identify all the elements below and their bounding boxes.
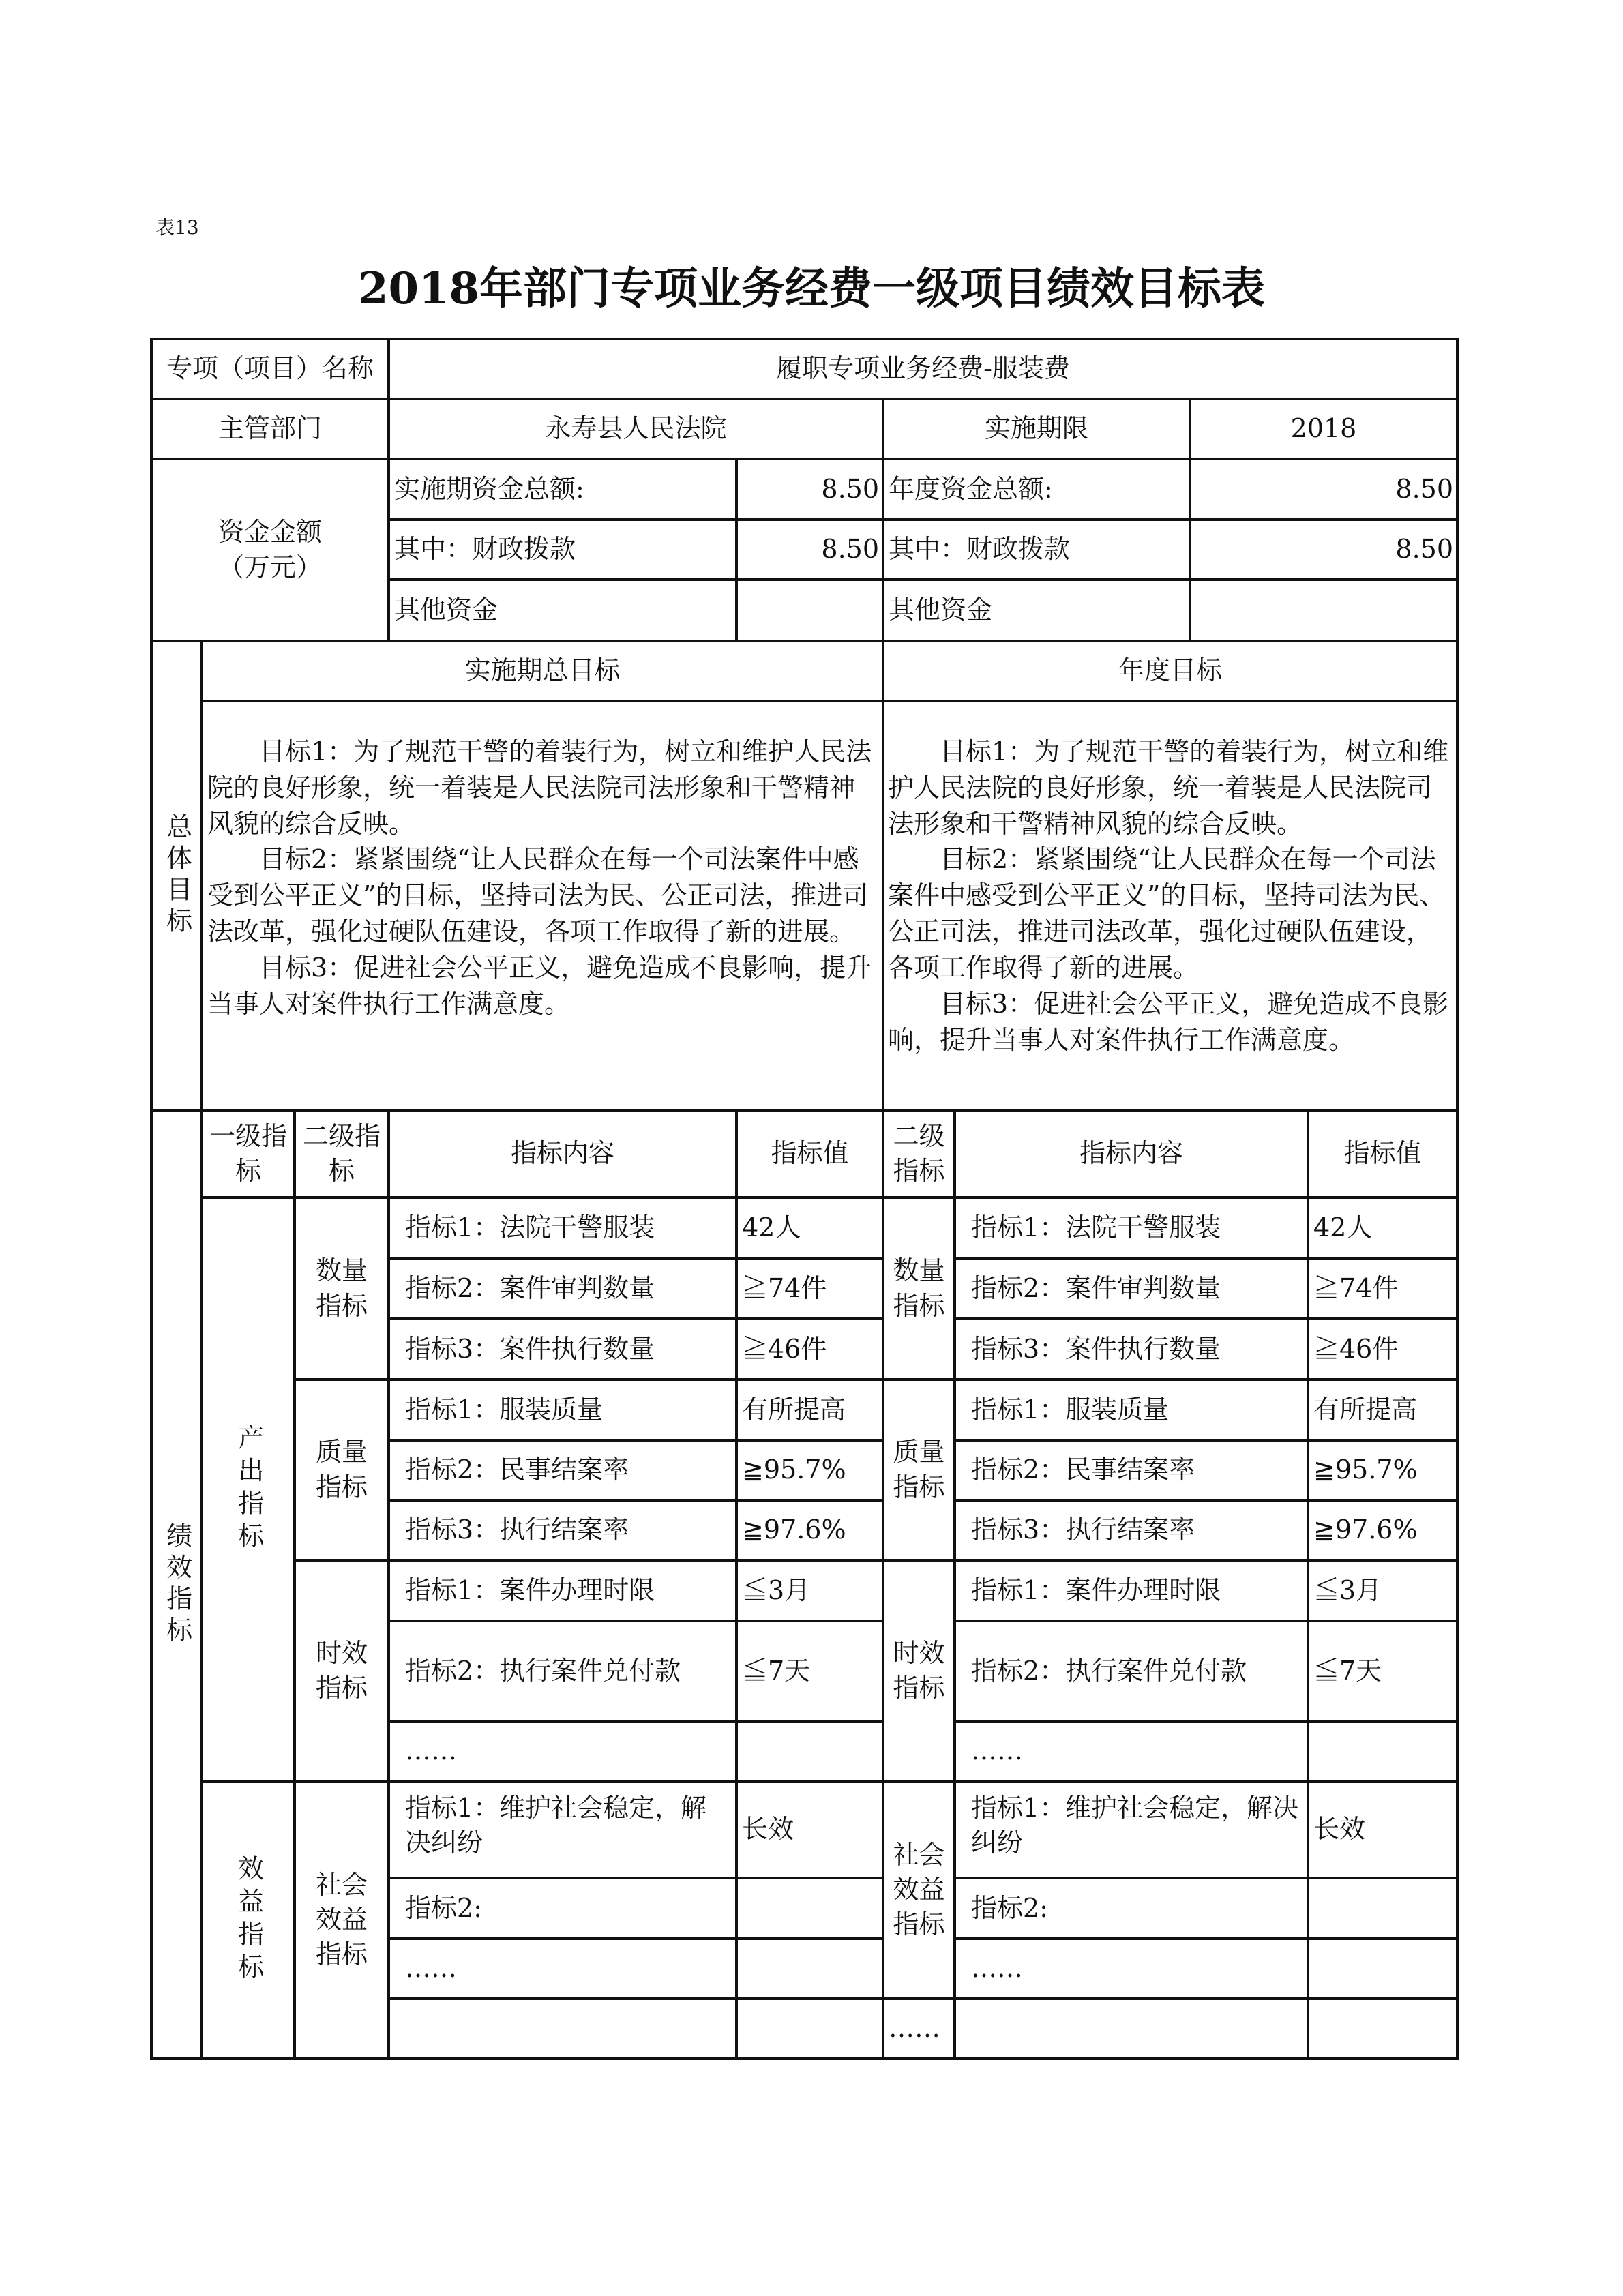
dept-label: 主管部门 [218,413,322,444]
overall-goals-side-label [151,641,202,1110]
col-content-header: 指标内容 [510,1138,614,1169]
quality-row-2-value-right: ≧95.7% [1313,1455,1418,1485]
annual-goal-2: 目标2：紧紧围绕“让人民群众在每一个司法案件中感受到公平正义”的目标，坚持司法为民、公正司法，推进司法改革，强化过硬队伍建设，各项工作取得了新的进展。 [888,844,1446,983]
quantity-row-1-content-right: 指标1：法院干警服装 [971,1212,1221,1243]
project-name-value: 履职专项业务经费-服装费 [776,353,1070,384]
social-row-1-value: 长效 [742,1814,794,1845]
period-goal-header: 实施期总目标 [464,655,621,686]
annual-funds-value: 8.50 [1395,473,1453,504]
timeliness-row-2-content-right: 指标2：执行案件兑付款 [971,1655,1247,1686]
page-title: 2018年部门专项业务经费一级项目绩效目标表 [357,263,1266,314]
period-value: 2018 [1290,413,1357,444]
quantity-row-2-value: ≧74件 [742,1273,827,1304]
period-label: 实施期限 [984,413,1088,444]
quality-row-1-value-right: 有所提高 [1313,1394,1418,1425]
overall-goals-side-text: 总体目标 [162,813,192,938]
quantity-row-2-content-right: 指标2：案件审判数量 [971,1273,1221,1304]
funds-label-line2: （万元） [218,552,322,582]
quality-row-2-content-right: 指标2：民事结案率 [971,1455,1195,1485]
form-label: 表13 [155,216,199,239]
total-funds-label: 实施期资金总额: [394,473,584,504]
fiscal-funds-label: 其中：财政拨款 [394,534,576,565]
total-funds-value: 8.50 [821,473,879,504]
output-indicators-text: 产出指标 [233,1424,264,1555]
col-level2-header-right: 二级指标 [893,1120,945,1186]
quality-row-3-value-right: ≧97.6% [1313,1515,1418,1545]
quality-row-2-content: 指标2：民事结案率 [405,1455,629,1485]
quality-indicators-label-right: 质量指标 [893,1437,945,1502]
annual-goal-1: 目标1：为了规范干警的着装行为，树立和维护人民法院的良好形象，统一着装是人民法院司法形象和干警精神风貌的综合反映。 [888,736,1449,839]
other-funds-label-annual: 其他资金 [889,595,993,625]
benefit-indicators-text: 效益指标 [233,1854,264,1986]
social-row-1-content: 指标1：维护社会稳定，解决纠纷 [405,1793,707,1858]
project-name-label: 专项（项目）名称 [166,353,374,384]
quantity-row-3-content-right: 指标3：案件执行数量 [971,1333,1221,1364]
dept-value: 永寿县人民法院 [545,413,727,444]
performance-indicators-side-text: 绩效指标 [162,1521,192,1648]
timeliness-row-2-value: ≦7天 [742,1655,811,1686]
quality-row-1-value: 有所提高 [742,1394,846,1425]
timeliness-indicators-label-right: 时效指标 [893,1637,945,1703]
social-row-1-content-right: 指标1：维护社会稳定，解决纠纷 [971,1793,1299,1858]
quantity-row-2-value-right: ≧74件 [1313,1273,1399,1304]
quantity-row-3-content: 指标3：案件执行数量 [405,1333,655,1364]
quantity-indicators-label-right: 数量指标 [893,1255,945,1321]
annual-goal-header: 年度目标 [1118,655,1222,686]
quality-row-1-content: 指标1：服装质量 [405,1394,604,1425]
col-content-header-right: 指标内容 [1079,1138,1183,1169]
social-row-2-content-right: 指标2: [971,1892,1048,1923]
quality-row-3-value: ≧97.6% [742,1515,846,1545]
period-goal-2: 目标2：紧紧围绕“让人民群众在每一个司法案件中感受到公平正义”的目标，坚持司法为民、公正司法，推进司法改革，强化过硬队伍建设，各项工作取得了新的进展。 [207,844,869,947]
benefit-indicators-label [202,1781,295,2059]
col-level2-header: 二级指标 [302,1120,381,1186]
quantity-row-3-value-right: ≧46件 [1313,1333,1399,1364]
extra-row-right: …… [889,2013,940,2044]
funds-label [151,459,389,641]
fiscal-funds-value: 8.50 [821,534,879,565]
quantity-row-3-value: ≧46件 [742,1333,827,1364]
timeliness-row-1-content: 指标1：案件办理时限 [405,1575,655,1605]
quantity-row-2-content: 指标2：案件审判数量 [405,1273,655,1304]
quantity-row-1-value: 42人 [742,1212,801,1243]
timeliness-row-3-content: …… [405,1735,457,1766]
fiscal-funds-value-annual: 8.50 [1395,534,1453,565]
quantity-row-1-value-right: 42人 [1313,1212,1373,1243]
output-indicators-label [202,1197,295,1781]
col-value-header-right: 指标值 [1343,1138,1422,1169]
annual-goal-text [888,734,1453,1058]
quality-row-1-content-right: 指标1：服装质量 [971,1394,1170,1425]
quality-row-3-content: 指标3：执行结案率 [405,1515,629,1545]
col-value-header: 指标值 [771,1138,849,1169]
other-funds-label: 其他资金 [394,595,498,625]
funds-label-line1: 资金金额 [218,517,322,548]
quality-row-2-value: ≧95.7% [742,1455,846,1485]
quantity-indicators-label: 数量指标 [315,1255,368,1321]
quantity-row-1-content: 指标1：法院干警服装 [405,1212,655,1243]
period-goal-1: 目标1：为了规范干警的着装行为，树立和维护人民法院的良好形象，统一着装是人民法院司法形象和干警精神风貌的综合反映。 [207,736,872,839]
social-row-3-content: …… [405,1953,457,1984]
performance-indicators-side-label [151,1110,202,2059]
social-row-2-content: 指标2: [405,1892,482,1923]
quality-indicators-label: 质量指标 [315,1437,368,1502]
timeliness-indicators-label: 时效指标 [315,1637,368,1703]
timeliness-row-2-content: 指标2：执行案件兑付款 [405,1655,681,1686]
social-benefit-indicators-label: 社会效益指标 [315,1869,368,1970]
quality-row-3-content-right: 指标3：执行结案率 [971,1515,1195,1545]
timeliness-row-1-value-right: ≦3月 [1313,1575,1382,1605]
period-goal-3: 目标3：促进社会公平正义，避免造成不良影响，提升当事人对案件执行工作满意度。 [207,952,872,1019]
fiscal-funds-label-annual: 其中：财政拨款 [889,534,1071,565]
timeliness-row-2-value-right: ≦7天 [1313,1655,1382,1686]
social-row-1-value-right: 长效 [1313,1814,1366,1845]
social-row-3-content-right: …… [971,1953,1023,1984]
timeliness-row-1-value: ≦3月 [742,1575,811,1605]
annual-goal-3: 目标3：促进社会公平正义，避免造成不良影响，提升当事人对案件执行工作满意度。 [888,988,1449,1055]
col-level1-header: 一级指标 [209,1120,287,1186]
period-goal-text [207,734,878,1022]
timeliness-row-3-content-right: …… [971,1735,1023,1766]
annual-funds-label: 年度资金总额: [889,473,1053,504]
timeliness-row-1-content-right: 指标1：案件办理时限 [971,1575,1221,1605]
social-benefit-indicators-label-right: 社会效益指标 [893,1839,945,1940]
